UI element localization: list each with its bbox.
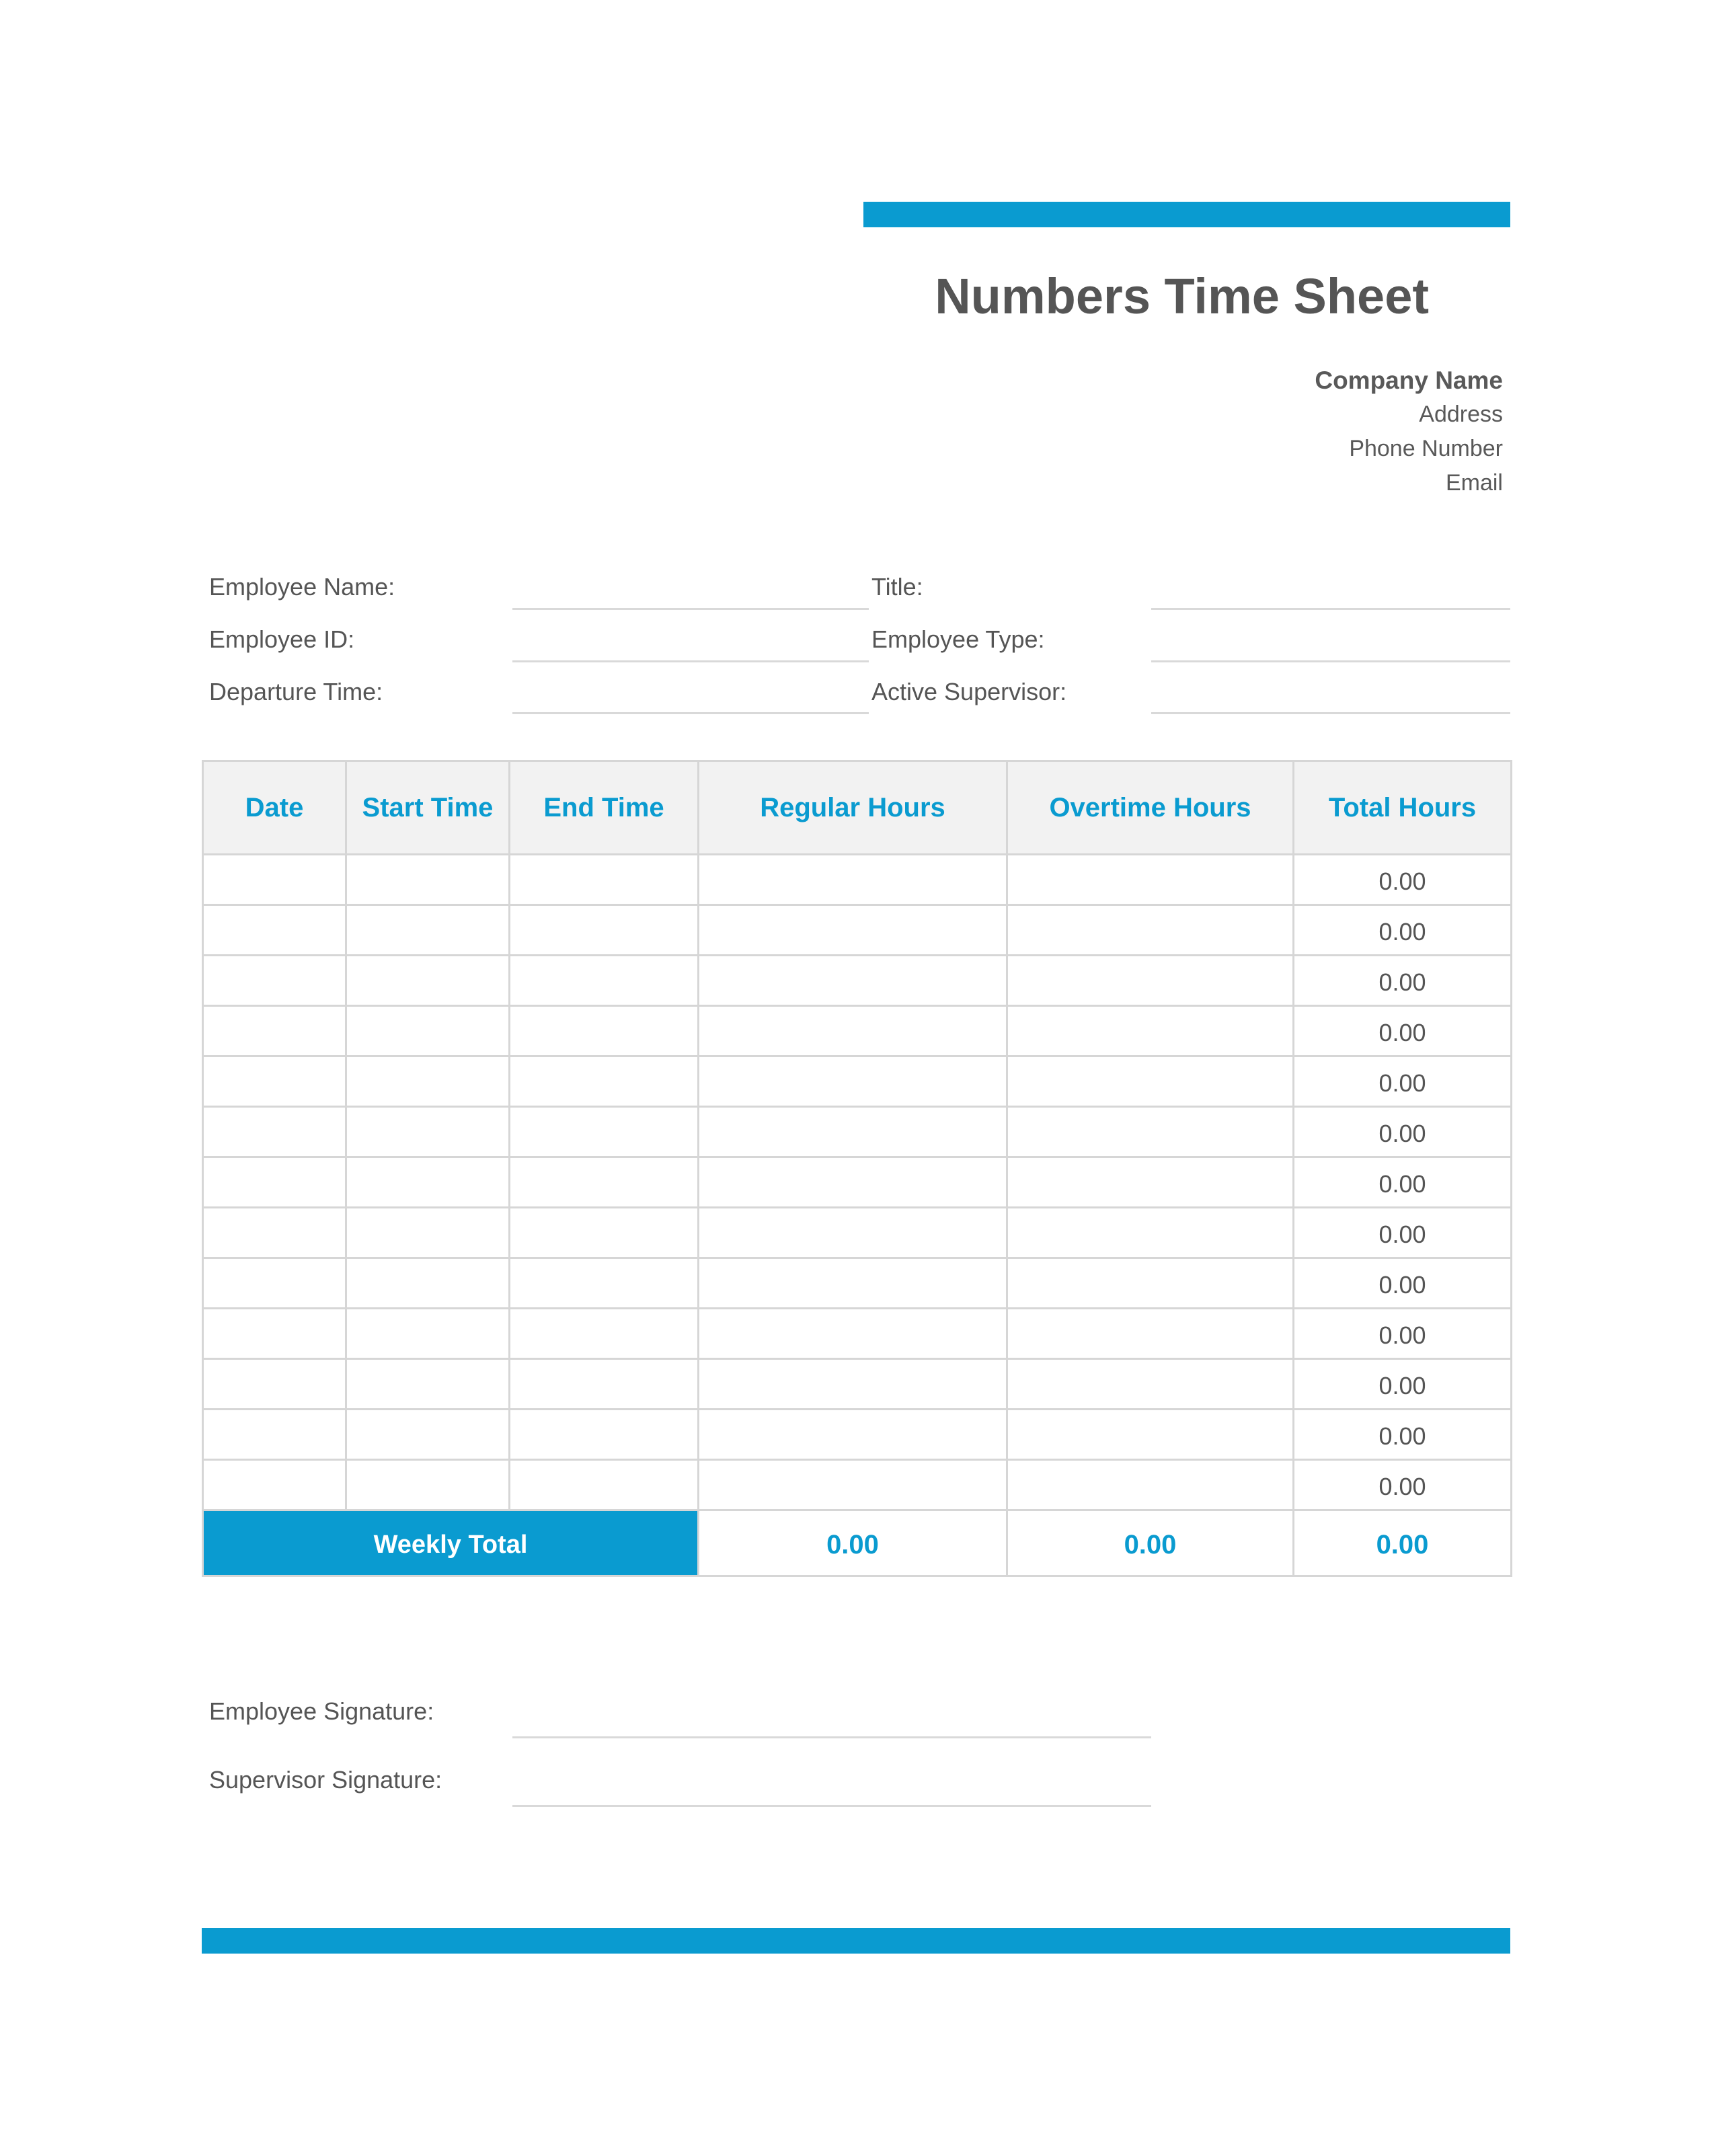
total-hours-cell: 0.00 bbox=[1294, 1208, 1512, 1258]
column-header-date: Date bbox=[203, 761, 346, 855]
column-header-start-time: Start Time bbox=[346, 761, 510, 855]
start-time-cell[interactable] bbox=[346, 1309, 510, 1359]
start-time-cell[interactable] bbox=[346, 1258, 510, 1309]
date-cell[interactable] bbox=[203, 855, 346, 905]
end-time-cell[interactable] bbox=[510, 905, 699, 956]
bottom-accent-bar bbox=[202, 1928, 1510, 1954]
start-time-cell[interactable] bbox=[346, 956, 510, 1006]
overtime-hours-cell[interactable] bbox=[1007, 1258, 1294, 1309]
end-time-cell[interactable] bbox=[510, 855, 699, 905]
end-time-cell[interactable] bbox=[510, 1359, 699, 1410]
timesheet-table bbox=[202, 760, 1512, 1577]
end-time-cell[interactable] bbox=[510, 1157, 699, 1208]
company-address: Address bbox=[1419, 401, 1503, 427]
total-hours-cell: 0.00 bbox=[1294, 855, 1512, 905]
total-hours-cell: 0.00 bbox=[1294, 1258, 1512, 1309]
start-time-cell[interactable] bbox=[346, 905, 510, 956]
overtime-hours-cell[interactable] bbox=[1007, 1309, 1294, 1359]
overtime-hours-cell[interactable] bbox=[1007, 1056, 1294, 1107]
regular-hours-cell[interactable] bbox=[699, 1107, 1007, 1157]
active-supervisor-label: Active Supervisor: bbox=[871, 678, 1067, 705]
regular-hours-cell[interactable] bbox=[699, 1359, 1007, 1410]
weekly-total-row bbox=[203, 1510, 1512, 1576]
weekly-total-overtime: 0.00 bbox=[1007, 1510, 1294, 1576]
end-time-cell[interactable] bbox=[510, 1410, 699, 1460]
employee-signature-label: Employee Signature: bbox=[209, 1697, 434, 1725]
date-cell[interactable] bbox=[203, 1460, 346, 1510]
top-accent-bar bbox=[863, 202, 1510, 227]
total-hours-cell: 0.00 bbox=[1294, 1359, 1512, 1410]
date-cell[interactable] bbox=[203, 1157, 346, 1208]
total-hours-cell: 0.00 bbox=[1294, 1460, 1512, 1510]
employee-type-field[interactable] bbox=[1151, 660, 1510, 662]
total-hours-cell: 0.00 bbox=[1294, 905, 1512, 956]
overtime-hours-cell[interactable] bbox=[1007, 905, 1294, 956]
start-time-cell[interactable] bbox=[346, 1410, 510, 1460]
total-hours-cell: 0.00 bbox=[1294, 1006, 1512, 1056]
date-cell[interactable] bbox=[203, 1006, 346, 1056]
employee-name-label: Employee Name: bbox=[209, 573, 395, 601]
table-row bbox=[203, 956, 1512, 1006]
weekly-total-label: Weekly Total bbox=[203, 1510, 699, 1576]
end-time-cell[interactable] bbox=[510, 956, 699, 1006]
regular-hours-cell[interactable] bbox=[699, 1258, 1007, 1309]
company-phone: Phone Number bbox=[1349, 436, 1503, 461]
end-time-cell[interactable] bbox=[510, 1006, 699, 1056]
regular-hours-cell[interactable] bbox=[699, 956, 1007, 1006]
regular-hours-cell[interactable] bbox=[699, 905, 1007, 956]
end-time-cell[interactable] bbox=[510, 1107, 699, 1157]
regular-hours-cell[interactable] bbox=[699, 1006, 1007, 1056]
overtime-hours-cell[interactable] bbox=[1007, 1107, 1294, 1157]
employee-id-field[interactable] bbox=[512, 660, 869, 662]
regular-hours-cell[interactable] bbox=[699, 1208, 1007, 1258]
total-hours-cell: 0.00 bbox=[1294, 1056, 1512, 1107]
table-row bbox=[203, 1006, 1512, 1056]
date-cell[interactable] bbox=[203, 956, 346, 1006]
end-time-cell[interactable] bbox=[510, 1208, 699, 1258]
overtime-hours-cell[interactable] bbox=[1007, 855, 1294, 905]
regular-hours-cell[interactable] bbox=[699, 1056, 1007, 1107]
overtime-hours-cell[interactable] bbox=[1007, 956, 1294, 1006]
column-header-total-hours: Total Hours bbox=[1294, 761, 1512, 855]
supervisor-signature-field[interactable] bbox=[512, 1805, 1151, 1807]
title-label: Title: bbox=[871, 573, 923, 601]
page-title: Numbers Time Sheet bbox=[935, 268, 1429, 324]
date-cell[interactable] bbox=[203, 1359, 346, 1410]
column-header-regular-hours: Regular Hours bbox=[699, 761, 1007, 855]
table-row bbox=[203, 1410, 1512, 1460]
start-time-cell[interactable] bbox=[346, 1157, 510, 1208]
regular-hours-cell[interactable] bbox=[699, 1460, 1007, 1510]
total-hours-cell: 0.00 bbox=[1294, 1309, 1512, 1359]
start-time-cell[interactable] bbox=[346, 1056, 510, 1107]
table-row bbox=[203, 1359, 1512, 1410]
company-name: Company Name bbox=[1315, 367, 1503, 394]
start-time-cell[interactable] bbox=[346, 855, 510, 905]
start-time-cell[interactable] bbox=[346, 1006, 510, 1056]
date-cell[interactable] bbox=[203, 1309, 346, 1359]
table-header-row bbox=[203, 761, 1512, 855]
regular-hours-cell[interactable] bbox=[699, 1410, 1007, 1460]
total-hours-cell: 0.00 bbox=[1294, 1107, 1512, 1157]
supervisor-signature-label: Supervisor Signature: bbox=[209, 1766, 442, 1794]
date-cell[interactable] bbox=[203, 1056, 346, 1107]
table-body bbox=[203, 855, 1512, 1576]
total-hours-cell: 0.00 bbox=[1294, 1410, 1512, 1460]
table-row bbox=[203, 905, 1512, 956]
table-row bbox=[203, 855, 1512, 905]
total-hours-cell: 0.00 bbox=[1294, 956, 1512, 1006]
date-cell[interactable] bbox=[203, 1410, 346, 1460]
regular-hours-cell[interactable] bbox=[699, 1157, 1007, 1208]
date-cell[interactable] bbox=[203, 1208, 346, 1258]
end-time-cell[interactable] bbox=[510, 1460, 699, 1510]
date-cell[interactable] bbox=[203, 905, 346, 956]
overtime-hours-cell[interactable] bbox=[1007, 1157, 1294, 1208]
employee-name-field[interactable] bbox=[512, 608, 869, 610]
end-time-cell[interactable] bbox=[510, 1258, 699, 1309]
column-header-end-time: End Time bbox=[510, 761, 699, 855]
overtime-hours-cell[interactable] bbox=[1007, 1208, 1294, 1258]
company-email: Email bbox=[1445, 470, 1503, 496]
title-field[interactable] bbox=[1151, 608, 1510, 610]
overtime-hours-cell[interactable] bbox=[1007, 1006, 1294, 1056]
table-row bbox=[203, 1157, 1512, 1208]
column-header-overtime-hours: Overtime Hours bbox=[1007, 761, 1294, 855]
table-row bbox=[203, 1309, 1512, 1359]
start-time-cell[interactable] bbox=[346, 1107, 510, 1157]
table-row bbox=[203, 1107, 1512, 1157]
weekly-total-total: 0.00 bbox=[1294, 1510, 1512, 1576]
start-time-cell[interactable] bbox=[346, 1460, 510, 1510]
regular-hours-cell[interactable] bbox=[699, 1309, 1007, 1359]
total-hours-cell: 0.00 bbox=[1294, 1157, 1512, 1208]
date-cell[interactable] bbox=[203, 1258, 346, 1309]
active-supervisor-field[interactable] bbox=[1151, 712, 1510, 714]
employee-id-label: Employee ID: bbox=[209, 625, 355, 653]
departure-time-field[interactable] bbox=[512, 712, 869, 714]
overtime-hours-cell[interactable] bbox=[1007, 1460, 1294, 1510]
table-row bbox=[203, 1056, 1512, 1107]
table-row bbox=[203, 1208, 1512, 1258]
company-info bbox=[1315, 363, 1503, 500]
end-time-cell[interactable] bbox=[510, 1056, 699, 1107]
date-cell[interactable] bbox=[203, 1107, 346, 1157]
overtime-hours-cell[interactable] bbox=[1007, 1359, 1294, 1410]
start-time-cell[interactable] bbox=[346, 1208, 510, 1258]
table-row bbox=[203, 1460, 1512, 1510]
table-row bbox=[203, 1258, 1512, 1309]
employee-signature-field[interactable] bbox=[512, 1736, 1151, 1738]
end-time-cell[interactable] bbox=[510, 1309, 699, 1359]
departure-time-label: Departure Time: bbox=[209, 678, 383, 705]
overtime-hours-cell[interactable] bbox=[1007, 1410, 1294, 1460]
weekly-total-regular: 0.00 bbox=[699, 1510, 1007, 1576]
employee-type-label: Employee Type: bbox=[871, 625, 1045, 653]
start-time-cell[interactable] bbox=[346, 1359, 510, 1410]
regular-hours-cell[interactable] bbox=[699, 855, 1007, 905]
